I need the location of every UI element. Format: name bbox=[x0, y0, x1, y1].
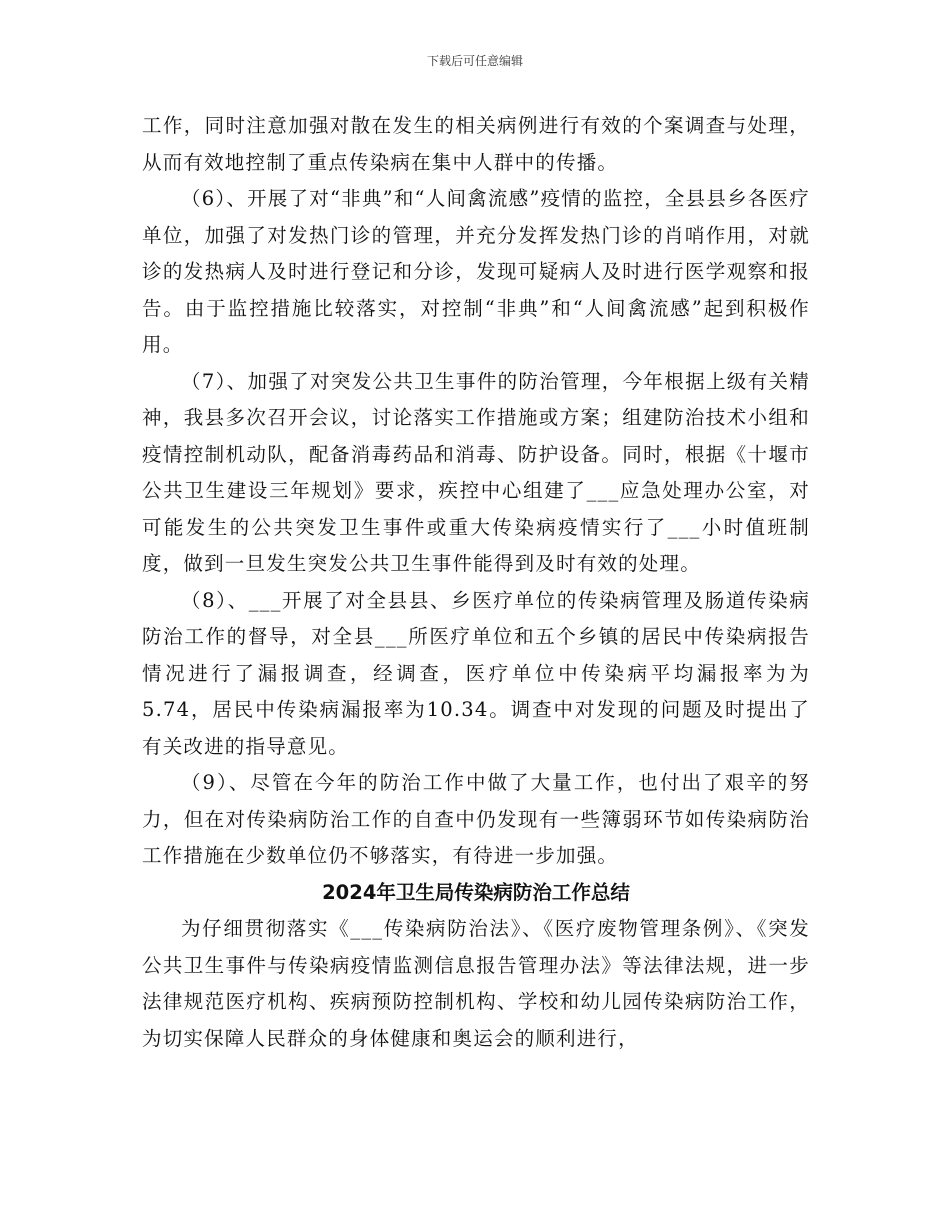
paragraph-item-9: （9）、尽管在今年的防治工作中做了大量工作，也付出了艰辛的努力，但在对传染病防治工作的自查中仍发现有一些簿弱环节如传染病防治工作措施在少数单位仍不够落实，有待进一步加强。 bbox=[142, 771, 810, 867]
document-body bbox=[142, 108, 810, 1057]
paragraph-item-8: （8）、___开展了对全县县、乡医疗单位的传染病管理及肠道传染病防治工作的督导，对全县___所医疗单位和五个乡镇的居民中传染病报告情况进行了漏报调查，经调查，医疗单位中传染病平均漏报率为为5.74，居民中传染病漏报率为10.34。调查中对发现的问题及时提出了有关改进的指导意见。 bbox=[142, 588, 810, 758]
section-title: 2024年卫生局传染病防治工作总结 bbox=[322, 880, 630, 904]
section-intro-paragraph: 为仔细贯彻落实《___传染病防治法》、《医疗废物管理条例》、《突发公共卫生事件与传染病疫情监测信息报告管理办法》等法律法规，进一步法律规范医疗机构、疾病预防控制机构、学校和幼儿园传染病防治工作，为切实保障人民群众的身体健康和奥运会的顺利进行， bbox=[142, 917, 810, 1050]
page-header: 下载后可任意编辑 bbox=[426, 54, 523, 68]
paragraph-item-6: （6）、开展了对“非典”和“人间禽流感”疫情的监控，全县县乡各医疗单位，加强了对发热门诊的管理，并充分发挥发热门诊的肖哨作用，对就诊的发热病人及时进行登记和分诊，发现可疑病人及时进行医学观察和报告。由于监控措施比较落实，对控制“非典”和“人间禽流感”起到积极作用。 bbox=[142, 187, 810, 356]
paragraph-item-7: （7）、加强了对突发公共卫生事件的防治管理，今年根据上级有关精神，我县多次召开会议，讨论落实工作措施或方案；组建防治技术小组和疫情控制机动队，配备消毒药品和消毒、防护设备。同时，根据《十堰市公共卫生建设三年规划》要求，疾控中心组建了___应急处理办公室，对可能发生的公共突发卫生事件或重大传染病疫情实行了___小时值班制度，做到一旦发生突发公共卫生事件能得到及时有效的处理。 bbox=[142, 369, 810, 575]
paragraph-continuation: 工作，同时注意加强对散在发生的相关病例进行有效的个案调查与处理，从而有效地控制了重点传染病在集中人群中的传播。 bbox=[142, 114, 810, 174]
